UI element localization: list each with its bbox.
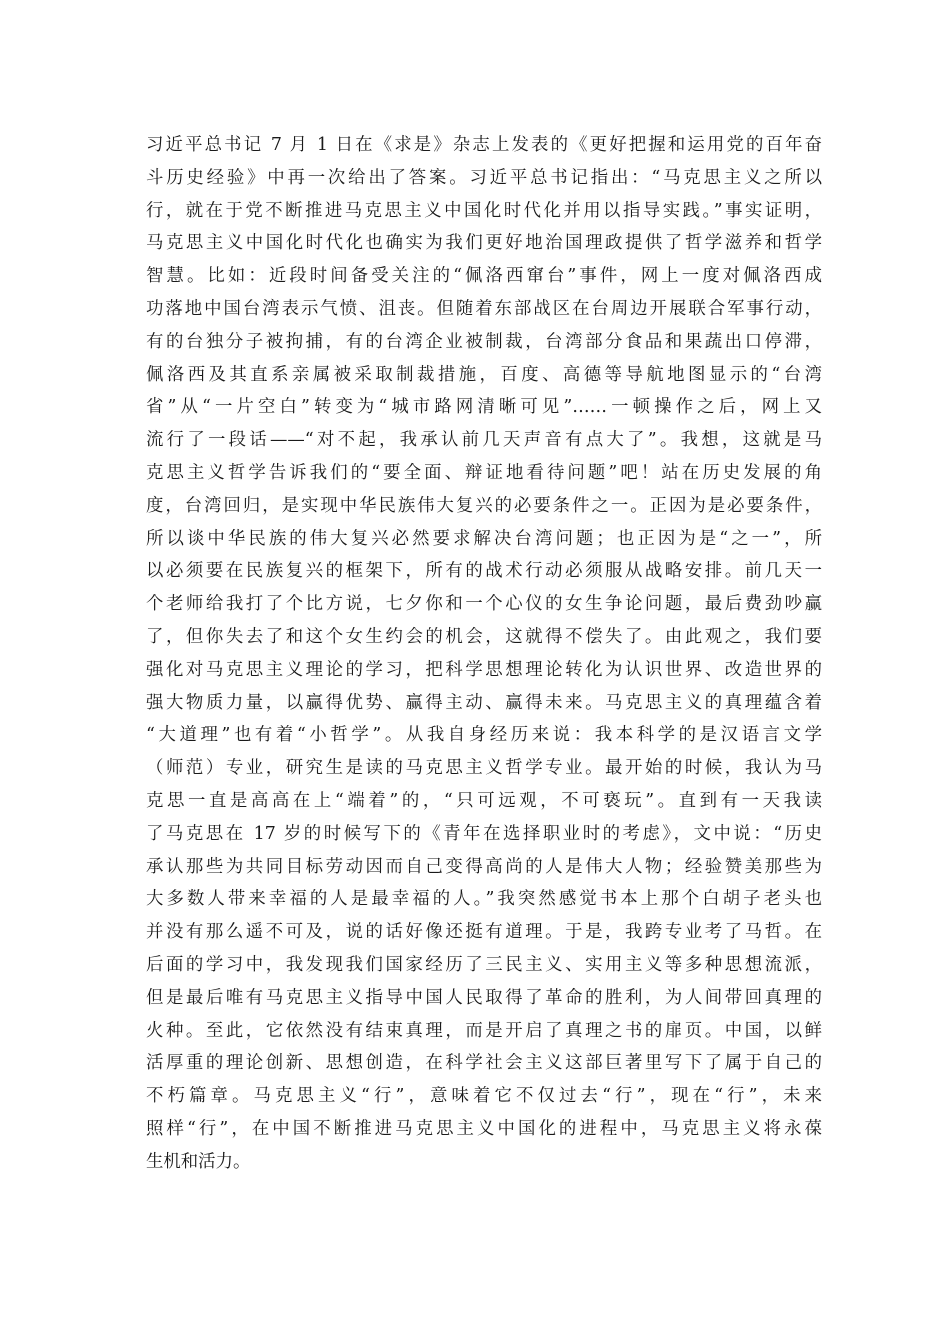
body-paragraph xyxy=(146,129,822,1179)
text-line: 智慧。比如：近段时间备受关注的“佩洛西窜台”事件，网上一度对佩洛西成 xyxy=(146,266,822,287)
text-line: 行，就在于党不断推进马克思主义中国化时代化并用以指导实践。”事实证明， xyxy=(146,200,822,221)
text-line: 大多数人带来幸福的人是最幸福的人。”我突然感觉书本上那个白胡子老头也 xyxy=(146,889,822,910)
text-line: 并没有那么遥不可及，说的话好像还挺有道理。于是，我跨专业考了马哲。在 xyxy=(146,922,822,943)
text-line: 后面的学习中，我发现我们国家经历了三民主义、实用主义等多种思想流派， xyxy=(146,954,822,975)
text-line: （师范）专业，研究生是读的马克思主义哲学专业。最开始的时候，我认为马 xyxy=(146,758,822,779)
text-line: 不朽篇章。马克思主义“行”，意味着它不仅过去“行”，现在“行”，未来 xyxy=(146,1086,822,1107)
text-line: 了马克思在 17 岁的时候写下的《青年在选择职业时的考虑》，文中说：“历史 xyxy=(146,823,822,844)
text-line: 了，但你失去了和这个女生约会的机会，这就得不偿失了。由此观之，我们要 xyxy=(146,626,822,647)
text-line: 火种。至此，它依然没有结束真理，而是开启了真理之书的扉页。中国，以鲜 xyxy=(146,1020,822,1041)
text-line: 活厚重的理论创新、思想创造，在科学社会主义这部巨著里写下了属于自己的 xyxy=(146,1053,822,1074)
text-line: 度，台湾回归，是实现中华民族伟大复兴的必要条件之一。正因为是必要条件， xyxy=(146,495,822,516)
text-line: 但是最后唯有马克思主义指导中国人民取得了革命的胜利，为人间带回真理的 xyxy=(146,987,822,1008)
text-line: 流行了一段话——“对不起，我承认前几天声音有点大了”。我想，这就是马 xyxy=(146,430,822,451)
text-line: 承认那些为共同目标劳动因而自己变得高尚的人是伟大人物；经验赞美那些为 xyxy=(146,856,822,877)
text-line: 斗历史经验》中再一次给出了答案。习近平总书记指出：“马克思主义之所以 xyxy=(146,167,822,188)
text-line: 克思主义哲学告诉我们的“要全面、辩证地看待问题”吧！站在历史发展的角 xyxy=(146,462,822,483)
text-line: 省”从“一片空白”转变为“城市路网清晰可见”……一顿操作之后，网上又 xyxy=(146,397,822,418)
text-line: 强大物质力量，以赢得优势、赢得主动、赢得未来。马克思主义的真理蕴含着 xyxy=(146,692,822,713)
text-line: 照样“行”，在中国不断推进马克思主义中国化的进程中，马克思主义将永葆 xyxy=(146,1118,822,1139)
text-line: 有的台独分子被拘捕，有的台湾企业被制裁，台湾部分食品和果蔬出口停滞， xyxy=(146,331,822,352)
text-line: 佩洛西及其直系亲属被采取制裁措施，百度、高德等导航地图显示的“台湾 xyxy=(146,364,822,385)
text-line: 功落地中国台湾表示气愤、沮丧。但随着东部战区在台周边开展联合军事行动， xyxy=(146,298,822,319)
text-line: 克思一直是高高在上“端着”的，“只可远观，不可亵玩”。直到有一天我读 xyxy=(146,790,822,811)
text-line: 习近平总书记 7 月 1 日在《求是》杂志上发表的《更好把握和运用党的百年奋 xyxy=(146,135,822,155)
text-line: 个老师给我打了个比方说，七夕你和一个心仪的女生争论问题，最后费劲吵赢 xyxy=(146,594,822,615)
text-line: 马克思主义中国化时代化也确实为我们更好地治国理政提供了哲学滋养和哲学 xyxy=(146,233,822,254)
text-line: 以必须要在民族复兴的框架下，所有的战术行动必须服从战略安排。前几天一 xyxy=(146,561,822,582)
text-line: 所以谈中华民族的伟大复兴必然要求解决台湾问题；也正因为是“之一”，所 xyxy=(146,528,822,549)
text-line: 生机和活力。 xyxy=(146,1151,251,1172)
text-line: 强化对马克思主义理论的学习，把科学思想理论转化为认识世界、改造世界的 xyxy=(146,659,822,680)
text-line: “大道理”也有着“小哲学”。从我自身经历来说：我本科学的是汉语言文学 xyxy=(146,725,822,746)
